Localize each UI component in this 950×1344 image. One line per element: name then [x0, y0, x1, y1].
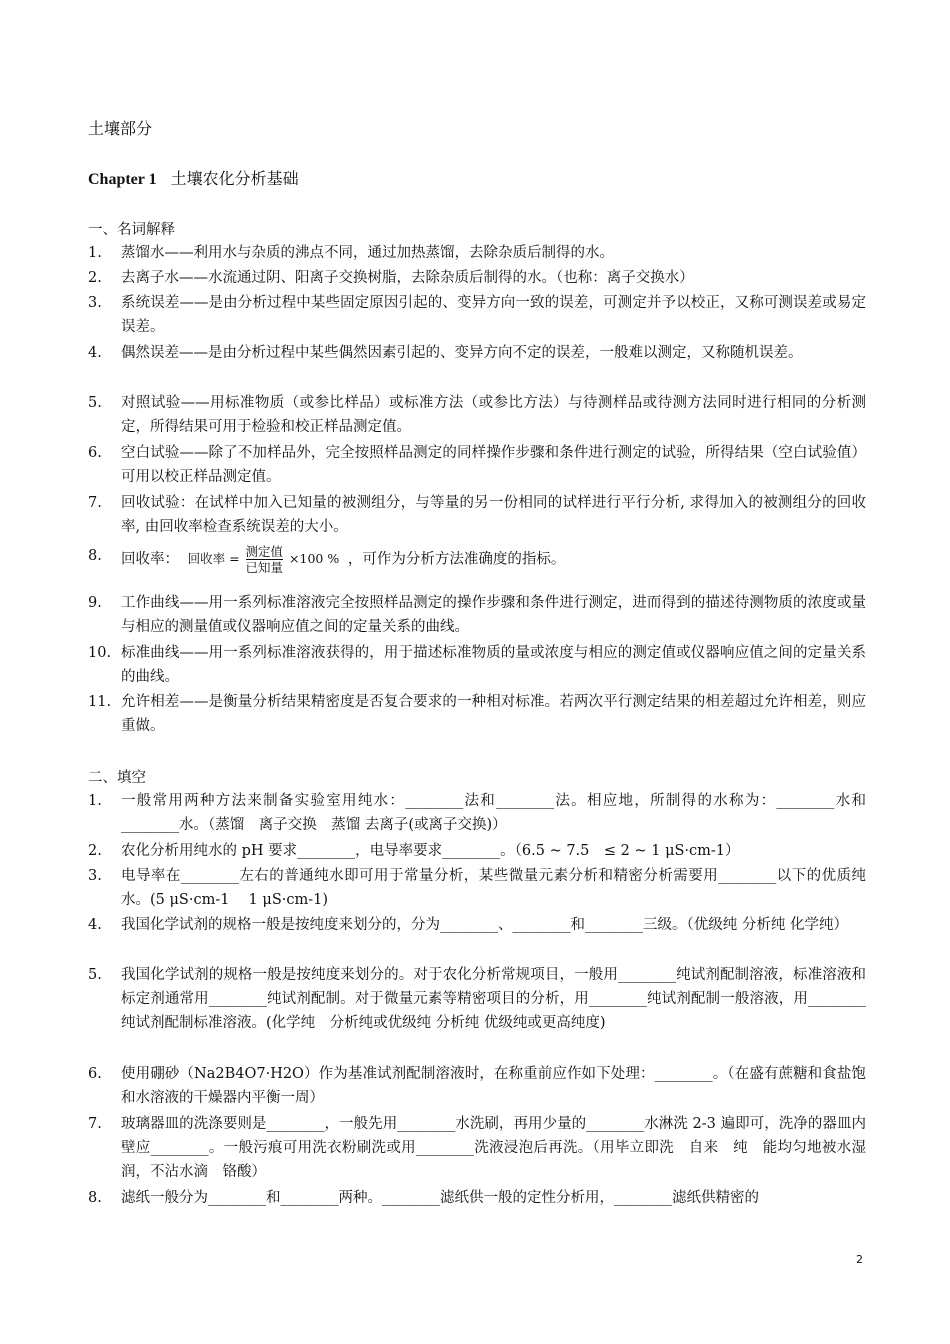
- recovery-rate-formula: [188, 544, 340, 575]
- item-number: 8.: [88, 548, 102, 564]
- item-number: 6.: [88, 1066, 102, 1082]
- list-item: [88, 544, 866, 575]
- formula-suffix: ，可作为分析方法准确度的指标。: [347, 551, 566, 568]
- list-item: [88, 1062, 866, 1110]
- item-text: 系统误差——是由分析过程中某些固定原因引起的、变异方向一致的误差，可测定并予以校正，又称可测误差或易定误差。: [121, 295, 866, 335]
- item-text: 滤纸一般分为________和________两种。________滤纸供一般的定性分析用，________滤纸供精密的: [121, 1190, 759, 1206]
- item-text: 电导率在________左右的普通纯水即可用于常量分析，某些微量元素分析和精密分析需要用________以下的优质纯水。(5 μS·cm-1 1 μS·cm-1): [121, 868, 866, 908]
- list-item: [88, 391, 866, 439]
- item-text: 玻璃器皿的洗涤要则是________，一般先用________水洗刷，再用少量的________水淋洗 2-3 遍即可，洗净的器皿内壁应________。一般污痕可用洗衣粉刷洗或用________洗液浸泡后再洗。（用毕立即洗 自来 纯 能均匀地被水湿润，不沾水滴 铬酸）: [121, 1116, 866, 1180]
- list-item: [88, 963, 866, 1035]
- page-number: 2: [856, 1253, 863, 1266]
- list-item: [88, 266, 866, 290]
- item-text: 蒸馏水——利用水与杂质的沸点不同，通过加热蒸馏，去除杂质后制得的水。: [121, 245, 614, 261]
- chapter-heading: [88, 166, 299, 189]
- chapter-title: 土壤农化分析基础: [170, 169, 299, 188]
- item-number: 7.: [88, 1116, 102, 1132]
- list-item: [88, 1186, 866, 1210]
- formula-numerator: 测定值: [245, 544, 284, 559]
- list-item: [88, 1112, 866, 1184]
- item-number: 5.: [88, 967, 102, 983]
- chapter-label: Chapter 1: [88, 171, 157, 188]
- list-item: [88, 591, 866, 639]
- formula-rhs: ×100 %: [289, 551, 340, 566]
- list-item: [88, 839, 866, 863]
- item-text: 工作曲线——用一系列标准溶液完全按照样品测定的操作步骤和条件进行测定，进而得到的描述待测物质的浓度或量与相应的测量值或仪器响应值之间的定量关系的曲线。: [121, 595, 866, 635]
- item-number: 8.: [88, 1190, 102, 1206]
- item-number: 6.: [88, 445, 102, 461]
- item-text: 一般常用两种方法来制备实验室用纯水：________法和________法。相应地，所制得的水称为：________水和________水。（蒸馏 离子交换 蒸馏 去离子(或离子交换)）: [121, 793, 866, 833]
- list-item: [88, 441, 866, 489]
- section-heading-fill-blanks: 二、填空: [88, 770, 146, 786]
- item-number: 2.: [88, 270, 102, 286]
- list-item: [88, 491, 866, 539]
- list-item: [88, 789, 866, 837]
- item-text: 对照试验——用标准物质（或参比样品）或标准方法（或参比方法）与待测样品或待测方法同时进行相同的分析测定，所得结果可用于检验和校正样品测定值。: [121, 395, 866, 435]
- list-item: [88, 641, 866, 689]
- item-number: 4.: [88, 917, 102, 933]
- item-number: 3.: [88, 295, 102, 311]
- item-text: 我国化学试剂的规格一般是按纯度来划分的，分为________、________和________三级。（优级纯 分析纯 化学纯）: [121, 917, 848, 933]
- formula-fraction: [246, 544, 284, 575]
- item-text: 使用硼砂（Na2B4O7·H2O）作为基准试剂配制溶液时，在称重前应作如下处理：________。（在盛有蔗糖和食盐饱和水溶液的干燥器内平衡一周）: [121, 1066, 866, 1106]
- item-number: 9.: [88, 595, 102, 611]
- item-number: 2.: [88, 843, 102, 859]
- list-item: [88, 913, 866, 937]
- item-number: 5.: [88, 395, 102, 411]
- item-number: 3.: [88, 868, 102, 884]
- item-text: 我国化学试剂的规格一般是按纯度来划分的。对于农化分析常规项目，一般用________纯试剂配制溶液，标准溶液和标定剂通常用________纯试剂配制。对于微量元素等精密项目的分析，用________纯试剂配制一般溶液，用________纯试剂配制标准溶液。(化学纯 分析纯或优级纯 分析纯 优级纯或更高纯度): [121, 967, 866, 1031]
- item-text: 标准曲线——用一系列标准溶液获得的，用于描述标准物质的量或浓度与相应的测定值或仪器响应值之间的定量关系的曲线。: [121, 645, 866, 685]
- part-title: 土壤部分: [88, 119, 153, 138]
- list-item: [88, 291, 866, 339]
- item-number: 11.: [88, 694, 112, 710]
- formula-denominator: 已知量: [245, 560, 284, 575]
- formula-prefix: 回收率：: [121, 551, 179, 568]
- list-item: [88, 864, 866, 912]
- formula-lhs: 回收率 =: [187, 551, 240, 566]
- item-number: 1.: [88, 245, 102, 261]
- list-item: [88, 241, 866, 265]
- item-text: 允许相差——是衡量分析结果精密度是否复合要求的一种相对标准。若两次平行测定结果的相差超过允许相差，则应重做。: [121, 694, 866, 734]
- item-number: 1.: [88, 793, 102, 809]
- item-text: 空白试验——除了不加样品外，完全按照样品测定的同样操作步骤和条件进行测定的试验，所得结果（空白试验值）可用以校正样品测定值。: [121, 445, 866, 485]
- item-number: 4.: [88, 345, 102, 361]
- item-number: 10.: [88, 645, 112, 661]
- item-text: 回收试验：在试样中加入已知量的被测组分，与等量的另一份相同的试样进行平行分析, 求得加入的被测组分的回收率, 由回收率检查系统误差的大小。: [121, 495, 866, 535]
- item-text: 偶然误差——是由分析过程中某些偶然因素引起的、变异方向不定的误差，一般难以测定，又称随机误差。: [121, 345, 803, 361]
- section-heading-definitions: 一、名词解释: [88, 222, 175, 238]
- item-text: 去离子水——水流通过阴、阳离子交换树脂，去除杂质后制得的水。（也称：离子交换水）: [121, 270, 694, 286]
- list-item: [88, 341, 866, 365]
- item-text-formula: [121, 544, 866, 575]
- item-number: 7.: [88, 495, 102, 511]
- item-text: 农化分析用纯水的 pH 要求________，电导率要求________。（6.5 ~ 7.5 ≤ 2 ~ 1 μS·cm-1）: [121, 843, 740, 859]
- list-item: [88, 690, 866, 738]
